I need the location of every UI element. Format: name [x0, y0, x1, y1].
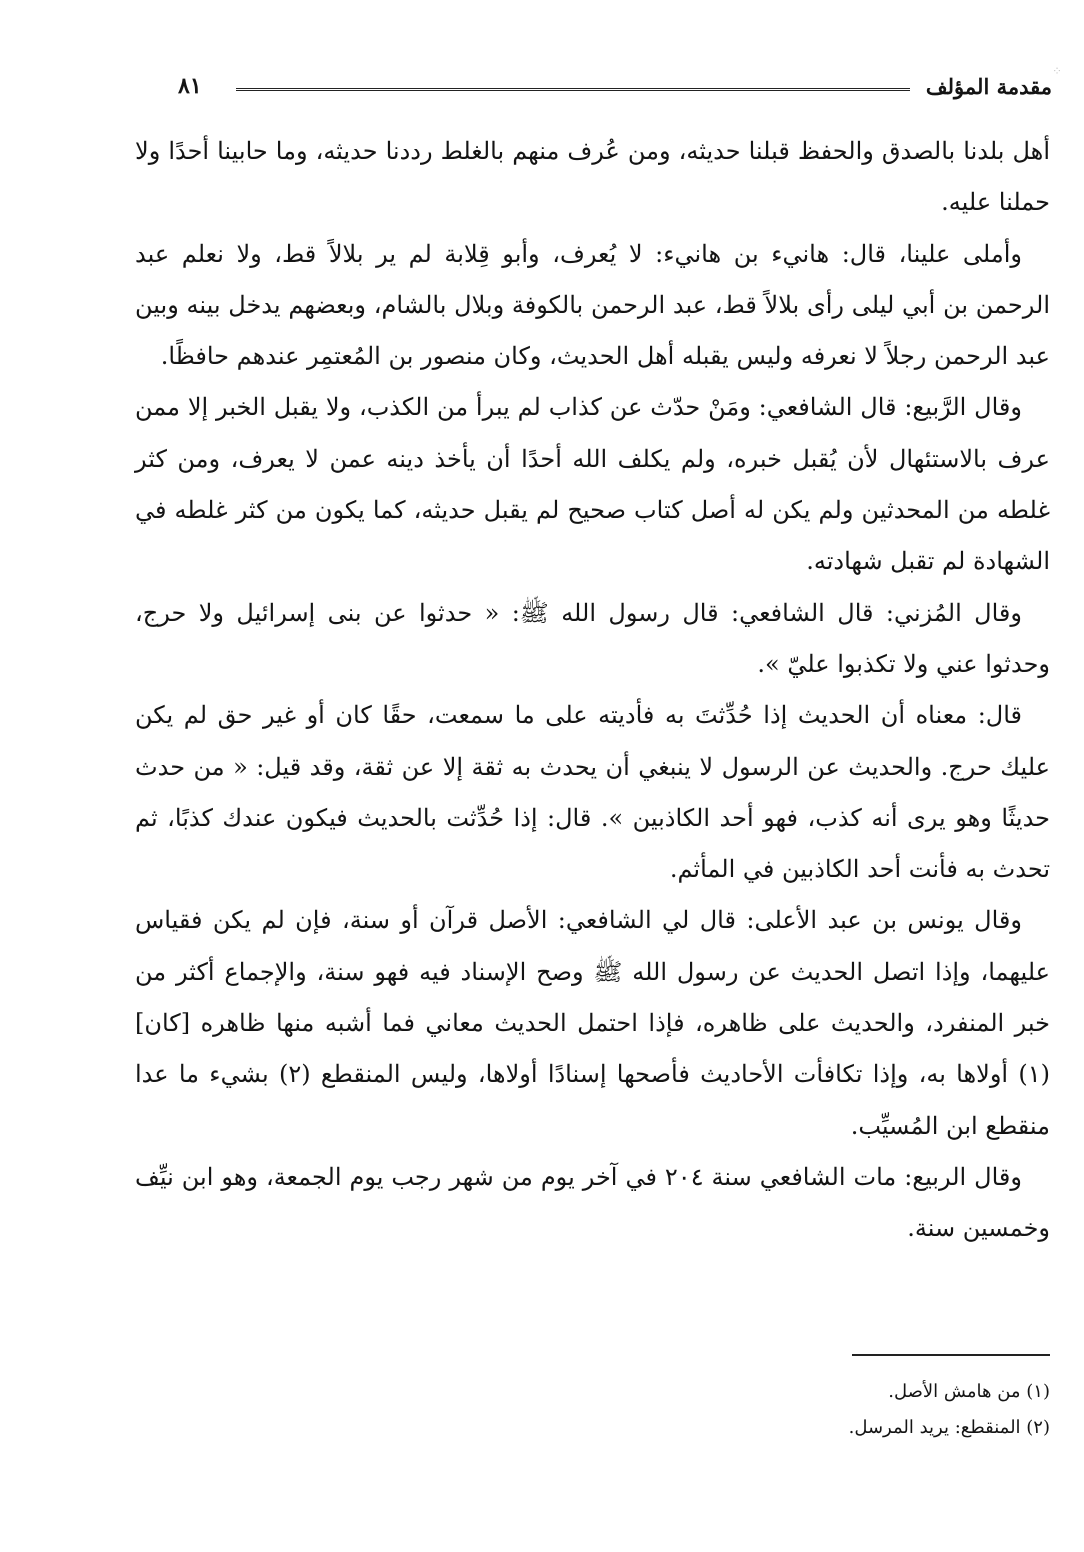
footnote-rule [852, 1354, 1050, 1356]
footnote-2: (٢) المنقطع: يريد المرسل. [848, 1417, 1050, 1438]
paragraph-amla: وأملى علينا، قال: هانيء بن هانيء: لا يُعرف، وأبو قِلابة لم ير بلالاً قط، ولا نعلم عبد الرحمن بن أبي ليلى رأى بلالاً قط، عبد الرحمن بالكوفة وبلال بالشام، وبعضهم يدخل بينه وبين عبد الرحمن رجلاً لا نعرفه وليس يقبله أهل الحديث، وكان منصور بن المُعتمِر عندهم حافظًا. [135, 239, 1050, 371]
body-text [135, 126, 1050, 1255]
paragraph-rabi-shafii: وقال الرَّبيع: قال الشافعي: ومَنْ حدّث عن كذاب لم يبرأ من الكذب، ولا يقبل الخبر إلا ممن عرف بالاستئهال لأن يُقبل خبره، ولم يكلف الله أحدًا أن يأخذ دينه عمن لا يعرف، ومن كثر غلطه من المحدثين ولم يكن له أصل كتاب صحيح لم يقبل حديثه، كما يكون من كثر غلطه في الشهادة لم تقبل شهادته. [135, 393, 1050, 576]
paragraph-death: وقال الربيع: مات الشافعي سنة ٢٠٤ في آخر يوم من شهر رجب يوم الجمعة، وهو ابن نيِّف وخمسين سنة. [135, 1162, 1050, 1243]
header-title: مقدمة المؤلف [925, 74, 1052, 99]
scan-corner-mark: ⁘ [1052, 64, 1063, 78]
footnotes [450, 1374, 1050, 1446]
paragraph-meaning: قال: معناه أن الحديث إذا حُدِّثتَ به فأديته على ما سمعت، حقًا كان أو غير حق لم يكن عليك حرج. والحديث عن الرسول لا ينبغي أن يحدث به ثقة إلا عن ثقة، وقد قيل: « من حدث حديثًا وهو يرى أنه كذب، فهو أحد الكاذبين ». قال: إذا حُدِّثت بالحديث فيكون عندك كذبًا، ثم تحدث به فأنت أحد الكاذبين في المأثم. [135, 701, 1050, 884]
page-number: ٨١ [178, 73, 202, 99]
header-rule [236, 88, 910, 91]
running-header [150, 68, 1052, 108]
footnote-1: (١) من هامش الأصل. [888, 1381, 1050, 1402]
paragraph-continuation: أهل بلدنا بالصدق والحفظ قبلنا حديثه، ومن عُرف منهم بالغلط رددنا حديثه، وما حابينا أحدًا ولا حملنا عليه. [135, 137, 1050, 217]
paragraph-muzani: وقال المُزني: قال الشافعي: قال رسول الله ﷺ: « حدثوا عن بنى إسرائيل ولا حرج، وحدثوا عني ولا تكذبوا عليّ ». [135, 598, 1050, 678]
paragraph-yunus: وقال يونس بن عبد الأعلى: قال لي الشافعي: الأصل قرآن أو سنة، فإن لم يكن فقياس عليهما، وإذا اتصل الحديث عن رسول الله ﷺ وصح الإسناد فيه فهو سنة، والإجماع أكثر من خبر المنفرد، والحديث على ظاهره، فإذا احتمل الحديث معاني فما أشبه منها ظاهره [كان] (١) أولاها به، وإذا تكافأت الأحاديث فأصحها إسنادًا أولاها، وليس المنقطع (٢) بشيء ما عدا منقطع ابن المُسيِّب. [135, 906, 1050, 1140]
